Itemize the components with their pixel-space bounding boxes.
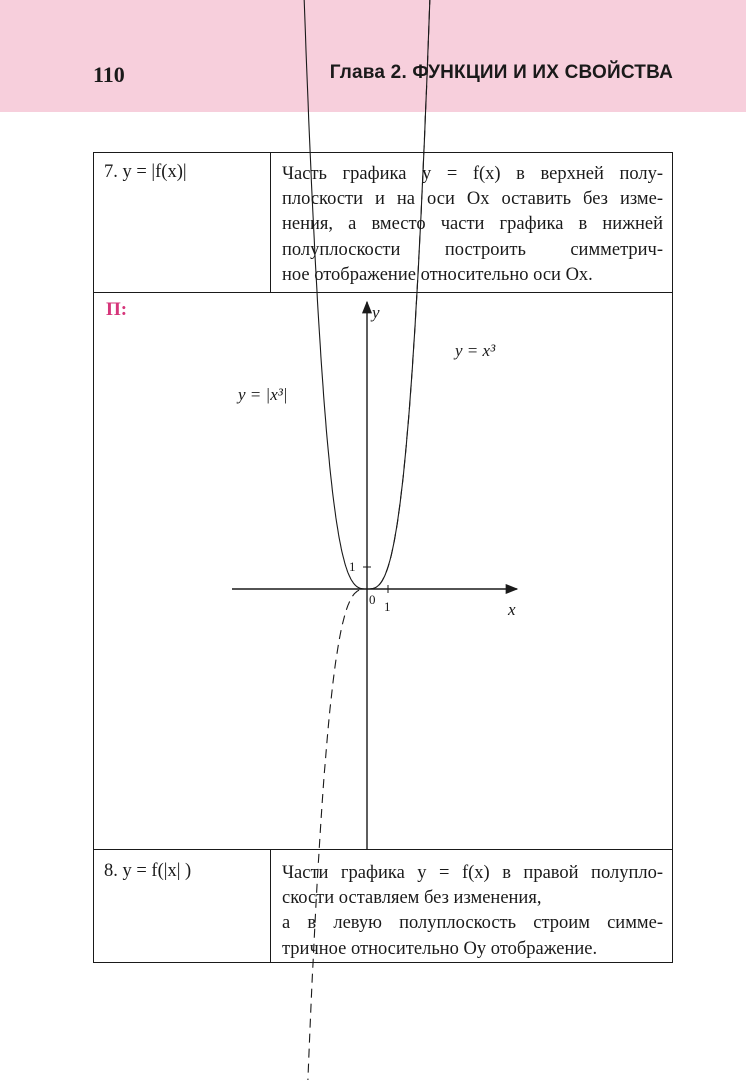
row8-title-text: 8. y = f(|x| ) <box>104 861 192 881</box>
row7-title-text: 7. y = |f(x)| <box>104 162 187 182</box>
row8-line: Части графика y = f(x) в правой полупло- <box>282 863 663 883</box>
origin-label: 0 <box>369 592 376 607</box>
row7-line: плоскости и на оси Ox оставить без изме- <box>282 189 663 210</box>
row7-line: ное отображение относительно оси Ox. <box>282 264 593 285</box>
y-axis-label: y <box>372 303 380 322</box>
page-number: 110 <box>93 62 125 87</box>
row8-line: а в левую полуплоскость строим симме- <box>282 913 663 934</box>
row7-line: нения, а вместо части графика в нижней <box>282 214 663 235</box>
curve-cube-label: y = x³ <box>455 341 496 360</box>
example-label: П: <box>106 299 128 320</box>
curve-abs-label: y = |x³| <box>238 385 288 404</box>
row8-line: тричное относительно Oy отображение. <box>282 938 598 959</box>
x-axis-label: x <box>508 600 516 619</box>
row8-line: скости оставляем без изменения, <box>282 888 542 909</box>
row7-line: Часть графика y = f(x) в верхней полу- <box>282 164 663 184</box>
curve-y-abs-x-cubed <box>304 0 439 589</box>
y-tick-label: 1 <box>349 559 356 574</box>
x-tick-label: 1 <box>384 599 391 614</box>
row7-line: полуплоскости построить симметрич- <box>282 239 663 260</box>
curve-y-x-cubed <box>295 0 437 1080</box>
chapter-title: Глава 2. ФУНКЦИИ И ИХ СВОЙСТВА <box>329 62 673 83</box>
